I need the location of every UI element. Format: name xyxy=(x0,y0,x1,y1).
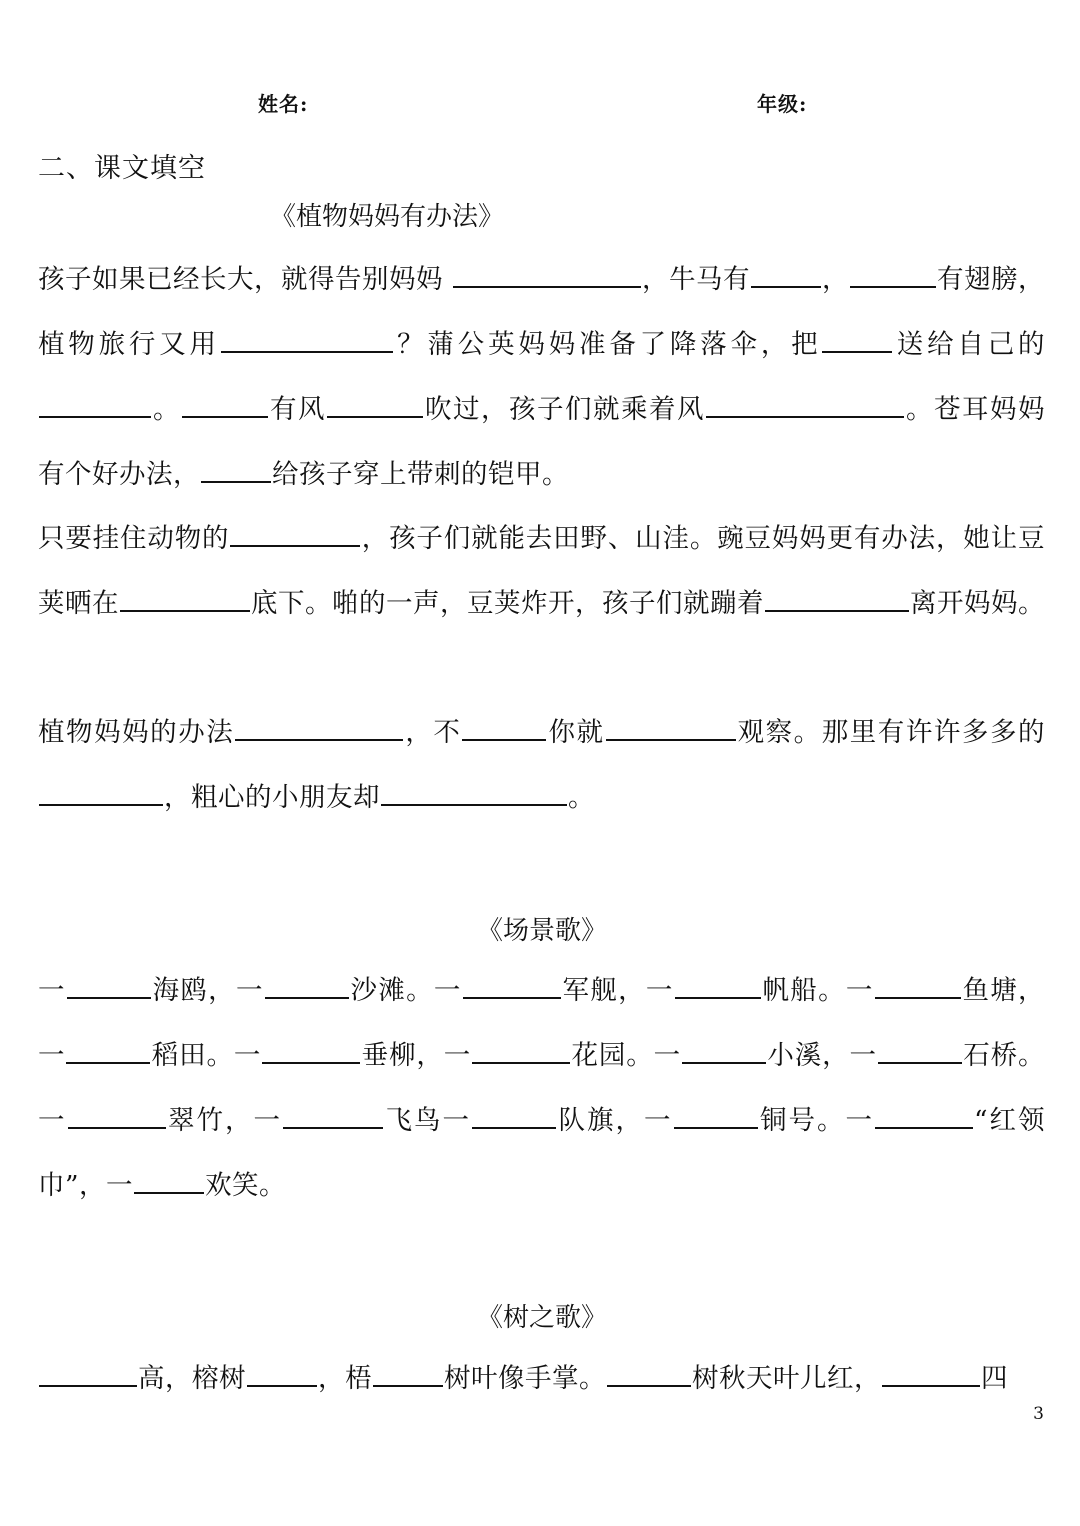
passage-title-scene-song: 《场景歌》 xyxy=(477,916,608,946)
text-segment: 孩子如果已经长大，就得告别妈妈 xyxy=(38,264,452,295)
answer-blank[interactable] xyxy=(751,260,821,288)
text-segment: 观察。那里有许许多多的 xyxy=(736,717,1046,748)
answer-blank[interactable] xyxy=(39,390,151,418)
answer-blank[interactable] xyxy=(850,260,936,288)
text-segment: 树叶像手掌。 xyxy=(444,1363,606,1394)
answer-blank[interactable] xyxy=(472,1101,556,1129)
text-segment: ，孩子们就能去田野、山洼。豌豆妈妈更有办法，她让豆荚晒在 xyxy=(38,523,1045,619)
answer-blank[interactable] xyxy=(822,325,892,353)
text-segment: 只要挂住动物的 xyxy=(38,523,230,554)
page-number: 3 xyxy=(1033,1404,1044,1424)
answer-blank[interactable] xyxy=(607,1359,691,1387)
section-heading: 二、课文填空 xyxy=(38,153,206,184)
answer-blank[interactable] xyxy=(68,1101,166,1129)
answer-blank[interactable] xyxy=(381,778,567,806)
answer-blank[interactable] xyxy=(67,971,151,999)
answer-blank[interactable] xyxy=(283,1101,383,1129)
text-segment: 欢笑。 xyxy=(205,1170,287,1201)
answer-blank[interactable] xyxy=(247,1359,317,1387)
text-segment: 铜号。一 xyxy=(758,1105,874,1136)
text-segment: 送给自己的 xyxy=(893,329,1046,360)
text-segment: 。 xyxy=(568,782,595,813)
text-segment: 翠竹，一 xyxy=(166,1105,282,1136)
passage-paragraph xyxy=(38,700,1045,830)
text-segment: 。苍耳妈妈有个好办法， xyxy=(38,394,1045,490)
text-segment: 。 xyxy=(152,394,181,425)
text-segment: 帆船。一 xyxy=(761,975,874,1006)
text-segment: ，粗心的小朋友却 xyxy=(164,782,380,813)
answer-blank[interactable] xyxy=(262,1036,360,1064)
text-segment: ，不 xyxy=(404,717,462,748)
answer-blank[interactable] xyxy=(875,1101,973,1129)
text-segment: ， xyxy=(821,264,849,295)
answer-blank[interactable] xyxy=(606,713,736,741)
text-segment: ，牛马有 xyxy=(641,264,750,295)
passage-paragraph xyxy=(38,958,1045,1218)
answer-blank[interactable] xyxy=(682,1036,766,1064)
answer-blank[interactable] xyxy=(39,778,163,806)
text-segment: 飞鸟一 xyxy=(384,1105,471,1136)
text-segment: 小溪，一 xyxy=(767,1040,877,1071)
text-segment: 一 xyxy=(38,975,66,1006)
answer-blank[interactable] xyxy=(472,1036,570,1064)
text-segment: 有风 xyxy=(269,394,326,425)
answer-blank[interactable] xyxy=(235,713,403,741)
text-segment: 队旗，一 xyxy=(557,1105,673,1136)
text-segment: 军舰，一 xyxy=(561,975,674,1006)
text-segment: 垂柳，一 xyxy=(361,1040,472,1071)
answer-blank[interactable] xyxy=(882,1359,980,1387)
answer-blank[interactable] xyxy=(875,971,961,999)
text-segment: 沙滩。一 xyxy=(349,975,462,1006)
text-segment: 底下。啪的一声，豆荚炸开，孩子们就蹦着 xyxy=(251,588,764,619)
text-segment: 离开妈妈。 xyxy=(910,588,1045,619)
passage-paragraph xyxy=(38,1346,1045,1411)
text-segment: ？蒲公英妈妈准备了降落伞，把 xyxy=(393,329,822,360)
name-label: 姓名: xyxy=(258,92,309,116)
passage-paragraph xyxy=(38,506,1045,636)
text-segment: 石桥。一 xyxy=(38,1040,1045,1136)
text-segment: 吹过，孩子们就乘着风 xyxy=(424,394,705,425)
text-segment: ，梧 xyxy=(318,1363,372,1394)
text-segment: 给孩子穿上带刺的铠甲。 xyxy=(272,459,569,490)
answer-blank[interactable] xyxy=(134,1166,204,1194)
answer-blank[interactable] xyxy=(453,260,641,288)
grade-label: 年级: xyxy=(757,92,808,116)
text-segment: “红领巾”，一 xyxy=(38,1105,1046,1201)
text-segment: 鱼塘，一 xyxy=(38,975,1046,1071)
answer-blank[interactable] xyxy=(706,390,904,418)
passage-title-tree-song: 《树之歌》 xyxy=(477,1303,608,1333)
text-segment: 海鸥，一 xyxy=(151,975,264,1006)
passage-paragraph xyxy=(38,247,1045,507)
answer-blank[interactable] xyxy=(265,971,349,999)
answer-blank[interactable] xyxy=(221,325,393,353)
answer-blank[interactable] xyxy=(327,390,423,418)
answer-blank[interactable] xyxy=(463,971,561,999)
answer-blank[interactable] xyxy=(230,519,360,547)
text-segment: 四 xyxy=(981,1363,1008,1394)
answer-blank[interactable] xyxy=(373,1359,443,1387)
answer-blank[interactable] xyxy=(765,584,909,612)
answer-blank[interactable] xyxy=(182,390,268,418)
answer-blank[interactable] xyxy=(201,455,271,483)
text-segment: 树秋天叶儿红， xyxy=(692,1363,881,1394)
text-segment: 花园。一 xyxy=(571,1040,681,1071)
text-segment: 植物妈妈的办法 xyxy=(38,717,235,748)
answer-blank[interactable] xyxy=(120,584,250,612)
passage-title-plant-mothers: 《植物妈妈有办法》 xyxy=(270,202,505,232)
answer-blank[interactable] xyxy=(675,971,761,999)
answer-blank[interactable] xyxy=(878,1036,962,1064)
text-segment: 稻田。一 xyxy=(151,1040,262,1071)
answer-blank[interactable] xyxy=(462,713,546,741)
answer-blank[interactable] xyxy=(674,1101,758,1129)
text-segment: 你就 xyxy=(547,717,605,748)
answer-blank[interactable] xyxy=(66,1036,150,1064)
text-segment: 有翅膀，植物旅行又用 xyxy=(38,264,1046,360)
answer-blank[interactable] xyxy=(39,1359,137,1387)
text-segment: 高，榕树 xyxy=(138,1363,246,1394)
